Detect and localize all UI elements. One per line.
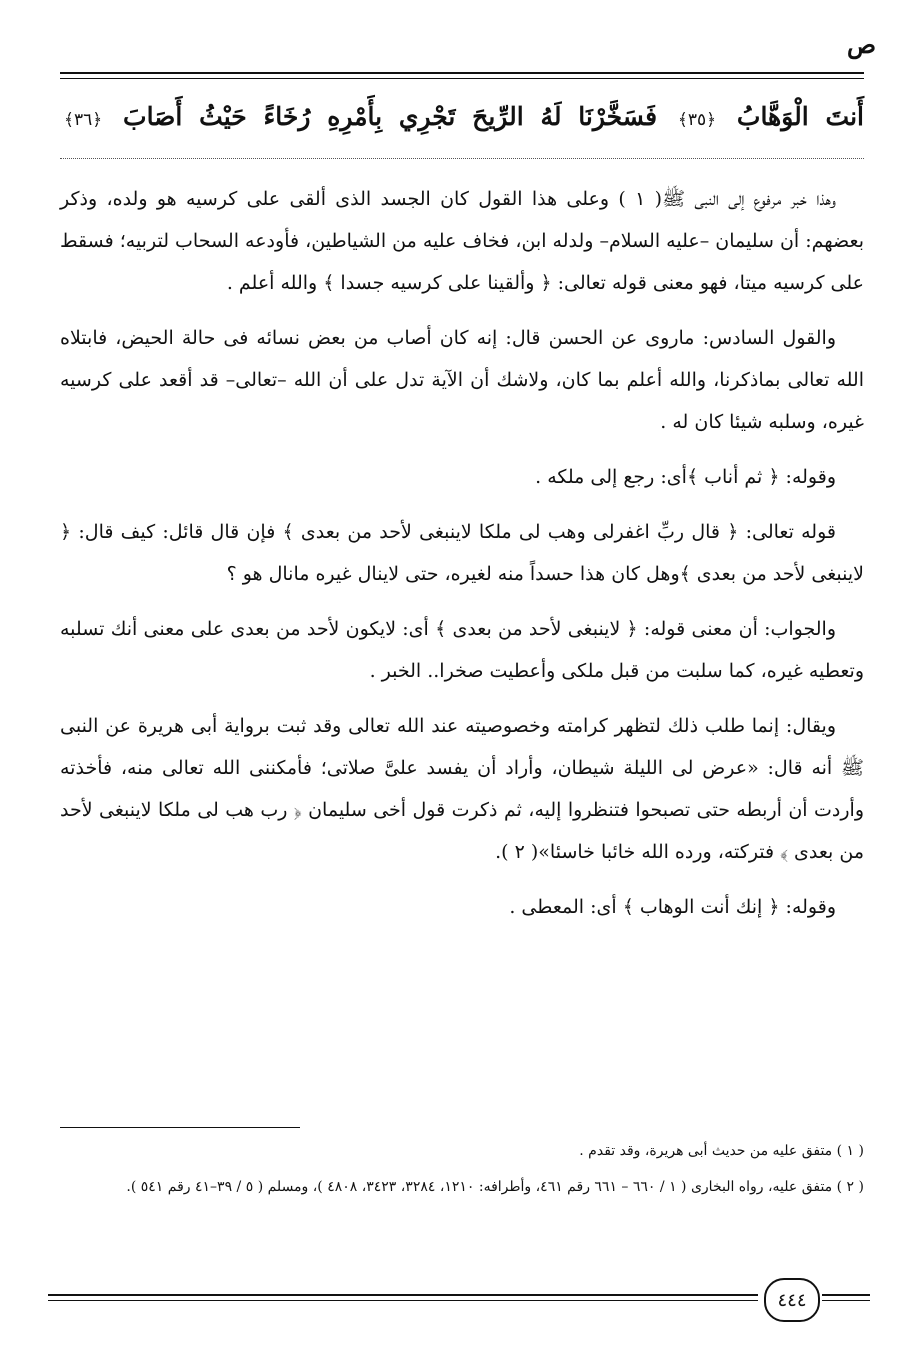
verse-text-a: أَنتَ الْوَهَّابُ xyxy=(736,102,864,131)
paragraph: والقول السادس: ماروى عن الحسن قال: إنه كان أصاب من بعض نسائه فى حالة الحيض، فابتلاه الله تعالى بماذكرنا، والله أعلم بما كان، ولاشك أن الآية تدل على أن الله –تعالى– قد أقعد على كرسيه غيره، وسلبه شيئا كان له . xyxy=(60,327,864,433)
footnotes xyxy=(60,1136,864,1208)
footer-rule-left-a xyxy=(48,1294,758,1296)
header-rule-top xyxy=(60,72,864,74)
surah-mark: ص xyxy=(846,30,876,59)
footer-rule-right-b xyxy=(822,1300,870,1301)
footnote: ( ١ ) متفق عليه من حديث أبى هريرة، وقد تقدم . xyxy=(579,1143,864,1159)
footer-rule-left-b xyxy=(48,1300,758,1301)
footnote-separator xyxy=(60,1127,300,1128)
main-text xyxy=(60,178,864,941)
paragraph: وقوله: ﴿ إنك أنت الوهاب ﴾ أى: المعطى . xyxy=(509,896,836,918)
verse-number-35: ﴿٣٥﴾ xyxy=(677,110,717,130)
quran-verse-header xyxy=(60,92,864,142)
verse-number-36: ﴿٣٦﴾ xyxy=(64,110,103,130)
header-rule-dotted xyxy=(60,158,864,159)
paragraph: وقوله: ﴿ ثم أناب ﴾أى: رجع إلى ملكه . xyxy=(535,466,836,488)
paragraph: ويقال: إنما طلب ذلك لتظهر كرامته وخصوصيته عند الله تعالى وقد ثبت برواية أبى هريرة عن النبى ﷺ أنه قال: «عرض لى الليلة شيطان، وأراد أن يفسد علىَّ صلاتى؛ فأمكننى الله تعالى منه، فأخذته وأردت أن أربطه حتى تصبحوا فتنظروا إليه، ثم ذكرت قول أخى سليمان ﴿ رب هب لى ملكا لاينبغى لأحد من بعدى ﴾ فتركته، ورده الله خائبا خاسئا»( ٢ ). xyxy=(60,715,864,863)
paragraph: وهذا خبر مرفوع إلى النبى ﷺ( ١ ) وعلى هذا القول كان الجسد الذى ألقى على كرسيه هو ولده، وذكر بعضهم: أن سليمان –عليه السلام– ولدله ابن، فخاف عليه من الشياطين، فأودعه السحاب لتربيه؛ فسقط على كرسيه ميتا، فهو معنى قوله تعالى: ﴿ وألقينا على كرسيه جسدا ﴾ والله أعلم . xyxy=(60,188,864,294)
paragraph: قوله تعالى: ﴿ قال ربِّ اغفرلى وهب لى ملكا لاينبغى لأحد من بعدى ﴾ فإن قال قائل: كيف قال: ﴿ لاينبغى لأحد من بعدى ﴾وهل كان هذا حسداً منه لغيره، حتى لاينال غيره مانال هو ؟ xyxy=(60,521,864,585)
header-rule-second xyxy=(60,78,864,79)
paragraph: والجواب: أن معنى قوله: ﴿ لاينبغى لأحد من بعدى ﴾ أى: لايكون لأحد من بعدى على معنى أنك تسلبه وتعطيه غيره، كما سلبت من قبل ملكى وأعطيت صخرا.. الخبر . xyxy=(60,618,864,682)
page-number: ٤٤٤ xyxy=(764,1278,820,1322)
footer-rule-right-a xyxy=(822,1294,870,1296)
footnote: ( ٢ ) متفق عليه، رواه البخارى ( ١ / ٦٦٠ – ٦٦١ رقم ٤٦١، وأطرافه: ١٢١٠، ٣٢٨٤، ٣٤٢٣، ٤٨٠٨ )، ومسلم ( ٥ / ٣٩–٤١ رقم ٥٤١ ). xyxy=(126,1179,864,1195)
verse-text-b: فَسَخَّرْنَا لَهُ الرِّيحَ تَجْرِي بِأَمْرِهِ رُخَاءً حَيْثُ أَصَابَ xyxy=(123,102,658,131)
